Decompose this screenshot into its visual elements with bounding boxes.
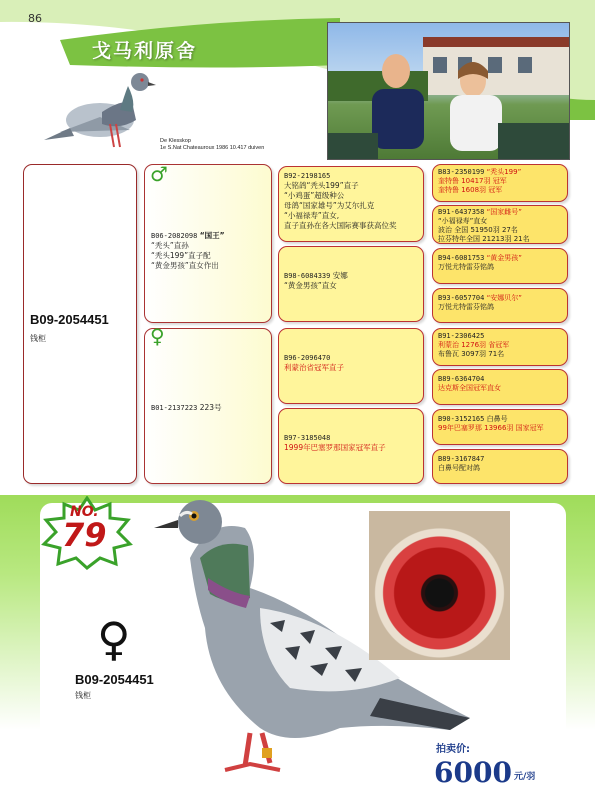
- ssd-box: [432, 205, 568, 244]
- sds-code: B94-6081753: [438, 254, 485, 262]
- sdd-name: “安娜贝尔”: [486, 294, 522, 302]
- sire-sire-box: [278, 166, 424, 242]
- price-label: 拍卖价:: [436, 744, 470, 755]
- dam-code: B01-2137223: [151, 404, 198, 412]
- sds-name: “黄金男孩”: [486, 254, 522, 262]
- dam-sire-box: [278, 328, 424, 404]
- lot-badge: [40, 496, 134, 570]
- ss-line-1: 大铭鸽“秃头199”直子: [284, 181, 359, 190]
- dam-dam-box: [278, 408, 424, 484]
- bottom-ring-number: B09-2054451: [75, 672, 154, 687]
- sss-box: [432, 164, 568, 202]
- ancestor-caption: [160, 138, 264, 152]
- lot-number: 79: [62, 516, 107, 554]
- sss-code: B83-2350199: [438, 168, 485, 176]
- male-icon: ♂: [150, 162, 168, 186]
- ssd-line-3: 拉芬特年全国 21213羽 21名: [438, 235, 530, 243]
- owners-photo-scene: [328, 23, 570, 160]
- dds-line-1: 99年巴塞罗那 13966羽 国家冠军: [438, 424, 544, 432]
- ssd-name: “国家雌号”: [486, 208, 522, 216]
- page-number: 86: [28, 12, 42, 25]
- dds-box: [432, 409, 568, 445]
- sire-line-3: “黄金男孩”直女作出: [151, 261, 219, 270]
- dss-box: [432, 328, 568, 366]
- dsd-line-1: 达克斯全国冠军直女: [438, 384, 501, 392]
- sdd-code: B93-6057704: [438, 294, 485, 302]
- dds-code: B90-3152165: [438, 415, 485, 423]
- subject-ring-number: B09-2054451: [30, 312, 109, 327]
- dd-line-1: 1999年巴塞罗那国家冠军直子: [284, 443, 386, 452]
- ss-line-4: “小福禄寿”直女,: [284, 211, 340, 220]
- dss-code: B91-2306425: [438, 332, 485, 340]
- subject-owner: 钱柜: [30, 334, 46, 343]
- sd-line-1: “黄金男孩”直女: [284, 281, 337, 290]
- subject-box: [23, 164, 137, 484]
- female-symbol-icon: ♀: [97, 612, 131, 666]
- ssd-line-2: 波治 全国 51950羽 27名: [438, 226, 518, 234]
- ancestor-pigeon-photo: [40, 62, 160, 160]
- sd-code: B98-6084339: [284, 272, 331, 280]
- dds-name: 白鼻号: [486, 415, 508, 423]
- price-value: 6000: [434, 756, 512, 789]
- ddd-code: B89-3167847: [438, 455, 485, 463]
- price-unit: 元/羽: [514, 772, 536, 782]
- lot-label: NO.: [70, 504, 99, 520]
- caption-name: De Klesskop: [160, 138, 191, 144]
- bottom-owner: 钱柜: [75, 691, 91, 700]
- sds-line-1: 万悦尤特雷芬铭鸽: [438, 263, 494, 271]
- ss-code: B92-2198165: [284, 172, 331, 180]
- sire-line-1: “秃头”直孙: [151, 241, 189, 250]
- ss-line-5: 直子直孙在各大国际赛事获高位奖: [284, 221, 397, 230]
- ssd-code: B91-6437358: [438, 208, 485, 216]
- sdd-box: [432, 288, 568, 323]
- ddd-line-1: 白鼻号配对鸽: [438, 464, 480, 472]
- sire-code: B06-2082098: [151, 232, 198, 240]
- dam-name: 223号: [199, 403, 222, 412]
- sire-box: [144, 164, 272, 323]
- female-icon: ♀: [150, 324, 165, 348]
- sire-line-2: “秃头199”直子配: [151, 251, 211, 260]
- ds-line-1: 利蒙治省冠军直子: [284, 363, 344, 372]
- dsd-code: B89-6364704: [438, 375, 485, 383]
- sire-name: “国王”: [199, 231, 225, 240]
- dss-line-1: 利蒙治 1276羽 省冠军: [438, 341, 510, 349]
- pedigree-chart: [0, 162, 595, 487]
- sire-dam-box: [278, 246, 424, 322]
- ssd-line-1: “小福禄寿”直女: [438, 217, 488, 225]
- sds-box: [432, 248, 568, 284]
- eye-photo: [369, 511, 510, 660]
- sss-line-1: 奎特鲁 10417羽 冠军: [438, 177, 507, 185]
- ds-code: B96-2096470: [284, 354, 331, 362]
- sd-name: 安娜: [332, 271, 348, 280]
- dsd-box: [432, 369, 568, 405]
- ss-line-3: 母鸽“国家雄号”为艾尔扎克: [284, 201, 375, 210]
- loft-title: 戈马利原舍: [92, 40, 198, 62]
- owners-photo: [327, 22, 570, 160]
- sss-line-2: 奎特鲁 1608羽 冠军: [438, 186, 503, 194]
- sss-name: “秃头199”: [486, 168, 522, 176]
- ddd-box: [432, 449, 568, 484]
- dss-line-2: 布鲁瓦 3097羽 71名: [438, 350, 505, 358]
- dd-code: B97-3185048: [284, 434, 331, 442]
- dam-box: [144, 324, 272, 484]
- sdd-line-1: 万悦尤特雷芬铭鸽: [438, 303, 494, 311]
- caption-result: 1e S.Nat Chateauroux 1986 10.417 duiven: [160, 145, 265, 151]
- ss-line-2: “小鸡蛋”超级种公: [284, 191, 345, 200]
